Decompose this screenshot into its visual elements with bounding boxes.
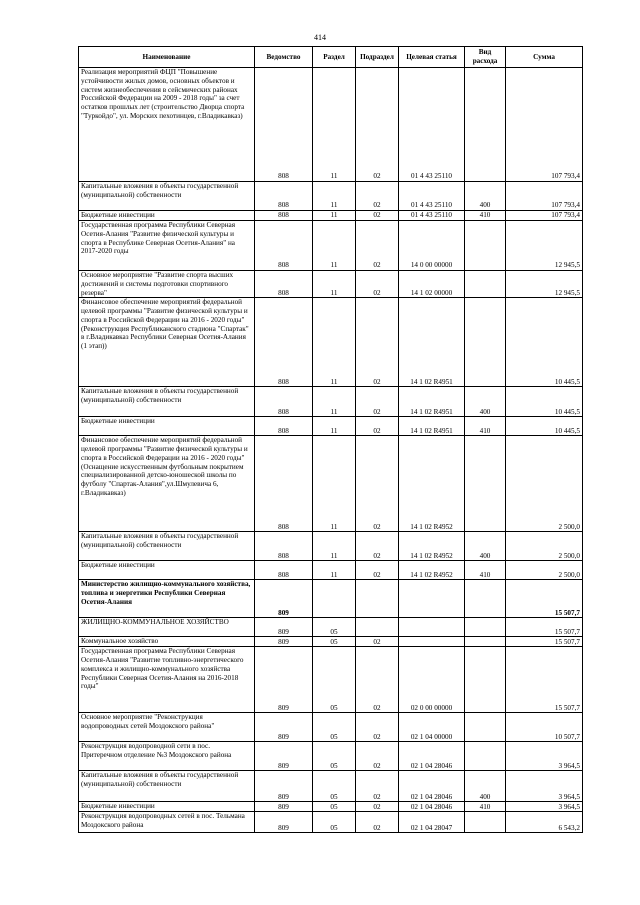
cell-target: 02 1 04 28046 xyxy=(399,802,465,812)
table-row xyxy=(79,271,583,298)
cell-target: 14 1 02 R4951 xyxy=(399,298,465,387)
cell-sum: 12 945,5 xyxy=(506,271,583,298)
table-row xyxy=(79,561,583,580)
header-name: Наименование xyxy=(79,47,255,68)
cell-section: 05 xyxy=(313,647,356,713)
cell-name: Основное мероприятие "Развитие спорта высших достижений и системы подготовки спортивного резерва" xyxy=(79,271,255,298)
cell-name: Государственная программа Республики Северная Осетия-Алания "Развитие топливно-энергетического комплекса и жилищно-коммунального хозяйства Республики Северная Осетия-Алания на 2016-2018 годы" xyxy=(79,647,255,713)
budget-table xyxy=(78,46,583,833)
cell-target xyxy=(399,618,465,637)
table-row xyxy=(79,387,583,417)
cell-exp-type xyxy=(465,647,506,713)
cell-dept: 808 xyxy=(255,68,313,182)
cell-exp-type xyxy=(465,637,506,647)
cell-exp-type xyxy=(465,68,506,182)
cell-target: 02 1 04 28046 xyxy=(399,771,465,802)
cell-dept: 809 xyxy=(255,742,313,771)
cell-name: Капитальные вложения в объекты государственной (муниципальной) собственности xyxy=(79,771,255,802)
cell-name: Бюджетные инвестиции xyxy=(79,561,255,580)
table-row xyxy=(79,618,583,637)
table-row xyxy=(79,221,583,271)
cell-section: 05 xyxy=(313,802,356,812)
table-header-row xyxy=(79,47,583,68)
cell-section: 11 xyxy=(313,68,356,182)
cell-dept: 808 xyxy=(255,221,313,271)
cell-exp-type xyxy=(465,812,506,833)
cell-subsection: 02 xyxy=(356,271,399,298)
cell-target: 02 1 04 28046 xyxy=(399,742,465,771)
header-subsection: Подраздел xyxy=(356,47,399,68)
cell-dept: 808 xyxy=(255,417,313,436)
cell-sum: 2 500,0 xyxy=(506,436,583,532)
cell-section: 05 xyxy=(313,637,356,647)
cell-target: 01 4 43 25110 xyxy=(399,182,465,211)
cell-subsection xyxy=(356,580,399,618)
cell-section: 05 xyxy=(313,713,356,742)
cell-name: Бюджетные инвестиции xyxy=(79,802,255,812)
cell-sum: 10 445,5 xyxy=(506,298,583,387)
cell-section: 11 xyxy=(313,387,356,417)
table-row xyxy=(79,802,583,812)
cell-name: Реконструкция водопроводной сети в пос. Притеречном отделение №3 Моздокского района xyxy=(79,742,255,771)
cell-subsection: 02 xyxy=(356,713,399,742)
cell-target: 14 1 02 R4952 xyxy=(399,436,465,532)
cell-dept: 809 xyxy=(255,802,313,812)
cell-name: Государственная программа Республики Северная Осетия-Алания "Развитие физической культуры и спорта в Республике Северная Осетия-Алания" на 2017-2020 годы xyxy=(79,221,255,271)
cell-exp-type xyxy=(465,742,506,771)
cell-sum: 3 964,5 xyxy=(506,802,583,812)
cell-section xyxy=(313,580,356,618)
cell-section: 11 xyxy=(313,436,356,532)
cell-dept: 808 xyxy=(255,211,313,221)
cell-sum: 15 507,7 xyxy=(506,637,583,647)
cell-section: 11 xyxy=(313,417,356,436)
table-row xyxy=(79,771,583,802)
cell-exp-type: 400 xyxy=(465,387,506,417)
cell-exp-type: 410 xyxy=(465,561,506,580)
cell-sum: 107 793,4 xyxy=(506,182,583,211)
cell-section: 05 xyxy=(313,771,356,802)
cell-target: 14 0 00 00000 xyxy=(399,221,465,271)
cell-sum: 3 964,5 xyxy=(506,771,583,802)
cell-subsection: 02 xyxy=(356,68,399,182)
cell-dept: 809 xyxy=(255,812,313,833)
cell-dept: 809 xyxy=(255,771,313,802)
header-dept: Ведомство xyxy=(255,47,313,68)
cell-name: Коммунальное хозяйство xyxy=(79,637,255,647)
cell-dept: 808 xyxy=(255,298,313,387)
page-number: 414 xyxy=(314,33,326,42)
cell-section: 11 xyxy=(313,561,356,580)
table-row xyxy=(79,182,583,211)
cell-name: Министерство жилищно-коммунального хозяйства, топлива и энергетики Республики Северная Осетия-Алания xyxy=(79,580,255,618)
cell-dept: 808 xyxy=(255,436,313,532)
cell-name: ЖИЛИЩНО-КОММУНАЛЬНОЕ ХОЗЯЙСТВО xyxy=(79,618,255,637)
cell-section: 11 xyxy=(313,532,356,561)
cell-target: 14 1 02 R4951 xyxy=(399,417,465,436)
cell-dept: 808 xyxy=(255,182,313,211)
header-section: Раздел xyxy=(313,47,356,68)
cell-sum: 3 964,5 xyxy=(506,742,583,771)
cell-name: Финансовое обеспечение мероприятий федеральной целевой программы "Развитие физической культуры и спорта в Российской Федерации на 2016 - 2020 годы" (Оснащение искусственным футбольным покрытием специализированной детско-юношеской школы по футболу "Спартак-Алания",ул.Шмулевича 6, г.Владикавказ) xyxy=(79,436,255,532)
cell-sum: 15 507,7 xyxy=(506,580,583,618)
cell-sum: 15 507,7 xyxy=(506,647,583,713)
cell-name: Реализация мероприятий ФЦП "Повышение устойчивости жилых домов, основных объектов и систем жизнеобеспечения в сейсмических районах Российской Федерации на 2009 - 2018 годы" за счет остатков прошлых лет (строительство Дворца спорта "Туркойдо", ул. Морских пехотинцев, г.Владикавказ) xyxy=(79,68,255,182)
table-row xyxy=(79,647,583,713)
cell-subsection: 02 xyxy=(356,532,399,561)
cell-sum: 12 945,5 xyxy=(506,221,583,271)
table-row xyxy=(79,637,583,647)
cell-sum: 15 507,7 xyxy=(506,618,583,637)
table-row xyxy=(79,436,583,532)
cell-target: 01 4 43 25110 xyxy=(399,68,465,182)
cell-sum: 107 793,4 xyxy=(506,211,583,221)
cell-exp-type: 410 xyxy=(465,802,506,812)
cell-exp-type xyxy=(465,436,506,532)
cell-section: 05 xyxy=(313,618,356,637)
cell-target: 01 4 43 25110 xyxy=(399,211,465,221)
cell-dept: 808 xyxy=(255,532,313,561)
cell-subsection: 02 xyxy=(356,647,399,713)
cell-sum: 10 445,5 xyxy=(506,417,583,436)
cell-name: Капитальные вложения в объекты государственной (муниципальной) собственности xyxy=(79,532,255,561)
cell-exp-type: 410 xyxy=(465,211,506,221)
cell-subsection: 02 xyxy=(356,771,399,802)
cell-target xyxy=(399,580,465,618)
cell-exp-type: 400 xyxy=(465,532,506,561)
cell-subsection: 02 xyxy=(356,802,399,812)
table-row xyxy=(79,68,583,182)
cell-section: 11 xyxy=(313,298,356,387)
cell-dept: 809 xyxy=(255,713,313,742)
cell-name: Бюджетные инвестиции xyxy=(79,211,255,221)
cell-exp-type: 400 xyxy=(465,182,506,211)
cell-target: 14 1 02 00000 xyxy=(399,271,465,298)
cell-exp-type xyxy=(465,221,506,271)
table-row xyxy=(79,211,583,221)
cell-section: 05 xyxy=(313,742,356,771)
cell-subsection: 02 xyxy=(356,221,399,271)
cell-section: 11 xyxy=(313,182,356,211)
cell-exp-type: 400 xyxy=(465,771,506,802)
cell-target: 14 1 02 R4952 xyxy=(399,561,465,580)
cell-target: 14 1 02 R4952 xyxy=(399,532,465,561)
table-row xyxy=(79,532,583,561)
header-sum: Сумма xyxy=(506,47,583,68)
header-target: Целевая статья xyxy=(399,47,465,68)
cell-name: Финансовое обеспечение мероприятий федеральной целевой программы "Развитие физической культуры и спорта в Российской Федерации на 2016 - 2020 годы" (Реконструкция Республиканского стадиона "Спартак" в г.Владикавказ Республики Северная Осетия-Алания (1 этап)) xyxy=(79,298,255,387)
cell-section: 11 xyxy=(313,271,356,298)
cell-sum: 107 793,4 xyxy=(506,68,583,182)
cell-dept: 808 xyxy=(255,387,313,417)
cell-target: 14 1 02 R4951 xyxy=(399,387,465,417)
table-row xyxy=(79,580,583,618)
cell-subsection: 02 xyxy=(356,812,399,833)
cell-sum: 10 507,7 xyxy=(506,713,583,742)
table-row xyxy=(79,713,583,742)
header-exp-type: Вид расхода xyxy=(465,47,506,68)
cell-subsection: 02 xyxy=(356,742,399,771)
cell-name: Бюджетные инвестиции xyxy=(79,417,255,436)
cell-target xyxy=(399,637,465,647)
cell-exp-type xyxy=(465,298,506,387)
cell-subsection: 02 xyxy=(356,417,399,436)
cell-subsection xyxy=(356,618,399,637)
cell-name: Реконструкция водопроводных сетей в пос. Тельмана Моздокского района xyxy=(79,812,255,833)
cell-subsection: 02 xyxy=(356,211,399,221)
cell-target: 02 0 00 00000 xyxy=(399,647,465,713)
table-row xyxy=(79,812,583,833)
cell-dept: 809 xyxy=(255,637,313,647)
cell-dept: 809 xyxy=(255,647,313,713)
table-row xyxy=(79,417,583,436)
cell-sum: 10 445,5 xyxy=(506,387,583,417)
cell-subsection: 02 xyxy=(356,387,399,417)
cell-exp-type xyxy=(465,618,506,637)
cell-dept: 808 xyxy=(255,561,313,580)
cell-target: 02 1 04 00000 xyxy=(399,713,465,742)
cell-dept: 809 xyxy=(255,580,313,618)
cell-subsection: 02 xyxy=(356,436,399,532)
cell-sum: 2 500,0 xyxy=(506,532,583,561)
cell-exp-type xyxy=(465,580,506,618)
cell-section: 05 xyxy=(313,812,356,833)
cell-name: Капитальные вложения в объекты государственной (муниципальной) собственности xyxy=(79,182,255,211)
cell-name: Основное мероприятие "Реконструкция водопроводных сетей Моздокского района" xyxy=(79,713,255,742)
cell-exp-type xyxy=(465,713,506,742)
table-row xyxy=(79,298,583,387)
cell-name: Капитальные вложения в объекты государственной (муниципальной) собственности xyxy=(79,387,255,417)
cell-subsection: 02 xyxy=(356,182,399,211)
cell-subsection: 02 xyxy=(356,561,399,580)
cell-subsection: 02 xyxy=(356,298,399,387)
table-row xyxy=(79,742,583,771)
cell-dept: 809 xyxy=(255,618,313,637)
cell-subsection: 02 xyxy=(356,637,399,647)
cell-exp-type xyxy=(465,271,506,298)
cell-target: 02 1 04 28047 xyxy=(399,812,465,833)
cell-exp-type: 410 xyxy=(465,417,506,436)
cell-section: 11 xyxy=(313,211,356,221)
cell-section: 11 xyxy=(313,221,356,271)
cell-sum: 6 543,2 xyxy=(506,812,583,833)
cell-sum: 2 500,0 xyxy=(506,561,583,580)
cell-dept: 808 xyxy=(255,271,313,298)
